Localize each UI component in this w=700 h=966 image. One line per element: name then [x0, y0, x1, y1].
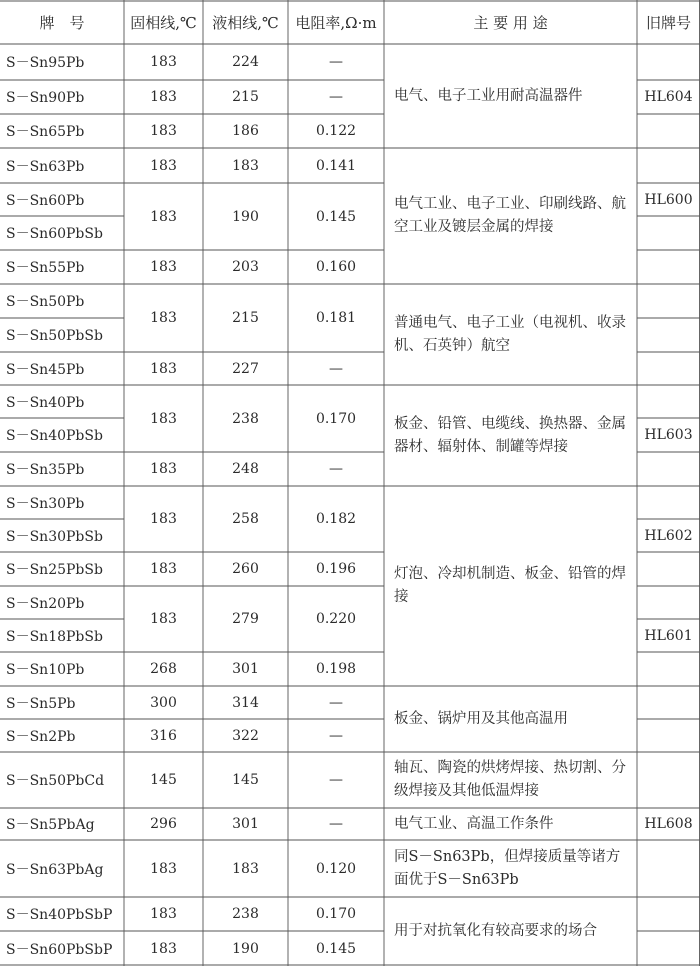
column-header-2: 液相线,℃: [212, 13, 279, 32]
resistivity-cell: 0.141: [315, 157, 357, 174]
use-cell: 普通电气、电子工业（电视机、收录机、石英钟）航空: [394, 314, 626, 354]
liquidus-cell: 238: [232, 906, 259, 922]
liquidus-cell: 301: [232, 816, 259, 832]
resistivity-cell: 0.145: [315, 208, 357, 225]
old-grade-cell: HL600: [644, 191, 693, 208]
grade-cell: S－Sn45Pb: [6, 361, 85, 378]
grade-cell: S－Sn2Pb: [6, 728, 76, 745]
grade-cell: S－Sn50Pb: [6, 294, 85, 310]
solidus-cell: 316: [150, 727, 177, 744]
solidus-cell: 183: [150, 940, 177, 957]
grade-cell: S－Sn5Pb: [6, 695, 76, 712]
resistivity-cell: 0.160: [315, 259, 357, 275]
grade-cell: S－Sn55Pb: [6, 260, 85, 276]
use-cell: 灯泡、冷却机制造、板金、铅管的焊接: [394, 566, 626, 605]
liquidus-cell: 238: [232, 410, 259, 427]
grade-cell: S－Sn10Pb: [6, 662, 85, 678]
solidus-cell: 183: [150, 860, 177, 877]
grade-cell: S－Sn5PbAg: [6, 817, 95, 833]
liquidus-cell: 322: [232, 727, 259, 744]
solidus-cell: 183: [150, 157, 177, 174]
liquidus-cell: 183: [232, 157, 259, 174]
solidus-cell: 300: [150, 694, 177, 711]
resistivity-cell: 0.220: [315, 611, 357, 627]
grade-cell: S－Sn60PbSb: [6, 226, 103, 242]
solidus-cell: 183: [150, 561, 177, 577]
grade-cell: S－Sn60PbSbP: [6, 941, 113, 958]
grade-cell: S－Sn90Pb: [6, 90, 85, 106]
solidus-cell: 183: [150, 89, 177, 105]
resistivity-cell: —: [329, 727, 343, 744]
liquidus-cell: 215: [232, 310, 259, 326]
liquidus-cell: 258: [232, 511, 259, 527]
resistivity-cell: —: [329, 694, 343, 711]
liquidus-cell: 190: [232, 940, 259, 957]
use-cell: 轴瓦、陶瓷的烘烤焊接、热切割、分级焊接及其他低温焊接: [394, 760, 626, 799]
grade-cell: S－Sn60Pb: [6, 192, 85, 209]
grade-cell: S－Sn25PbSb: [6, 562, 103, 578]
liquidus-cell: 224: [232, 54, 259, 70]
solidus-cell: 183: [150, 906, 177, 922]
resistivity-cell: —: [329, 89, 343, 105]
solidus-cell: 183: [150, 461, 177, 477]
column-header-3: 电阻率,Ω·m: [295, 13, 377, 32]
grade-cell: S－Sn50PbCd: [6, 773, 105, 789]
resistivity-cell: 0.145: [315, 940, 357, 957]
solidus-cell: 183: [150, 123, 177, 139]
old-grade-cell: HL608: [644, 816, 693, 832]
resistivity-cell: 0.196: [315, 561, 357, 577]
liquidus-cell: 301: [232, 661, 259, 677]
resistivity-cell: 0.122: [315, 123, 357, 139]
column-header-0: 牌 号: [39, 13, 85, 32]
grade-cell: S－Sn40Pb: [6, 394, 85, 411]
old-grade-cell: HL603: [644, 427, 693, 443]
solidus-cell: 183: [150, 611, 177, 627]
column-header-5: 旧牌号: [645, 13, 691, 32]
old-grade-cell: HL601: [644, 627, 693, 644]
grade-cell: S－Sn50PbSb: [6, 328, 103, 344]
grade-cell: S－Sn65Pb: [6, 124, 85, 140]
use-cell: 电气工业、高温工作条件: [394, 815, 554, 832]
grade-cell: S－Sn40PbSbP: [6, 907, 113, 923]
use-cell: 板金、铅管、电缆线、换热器、金属器材、辐射体、制罐等焊接: [394, 415, 626, 455]
resistivity-cell: 0.120: [315, 860, 357, 877]
liquidus-cell: 215: [232, 89, 259, 105]
resistivity-cell: 0.181: [315, 310, 357, 326]
old-grade-cell: HL604: [644, 89, 693, 105]
grade-cell: S－Sn20Pb: [6, 595, 85, 612]
grade-cell: S－Sn30PbSb: [6, 528, 103, 545]
resistivity-cell: —: [329, 772, 343, 788]
solidus-cell: 183: [150, 54, 177, 70]
liquidus-cell: 314: [232, 694, 259, 711]
grade-cell: S－Sn63Pb: [6, 158, 85, 175]
solidus-cell: 268: [150, 661, 177, 677]
solidus-cell: 183: [150, 310, 177, 326]
solidus-cell: 183: [150, 360, 177, 377]
solidus-cell: 145: [150, 772, 177, 788]
solidus-cell: 183: [150, 410, 177, 427]
grade-cell: S－Sn95Pb: [6, 55, 85, 71]
solidus-cell: 183: [150, 208, 177, 225]
use-cell: 用于对抗氧化有较高要求的场合: [394, 923, 597, 939]
liquidus-cell: 186: [232, 123, 259, 139]
grade-cell: S－Sn63PbAg: [6, 861, 104, 878]
resistivity-cell: 0.170: [315, 906, 357, 922]
use-cell: 电气、电子工业用耐高温器件: [394, 87, 583, 104]
liquidus-cell: 227: [232, 360, 259, 377]
use-cell: 电气工业、电子工业、印刷线路、航空工业及镀层金属的焊接: [394, 196, 626, 235]
solidus-cell: 183: [150, 259, 177, 275]
liquidus-cell: 248: [232, 461, 259, 477]
liquidus-cell: 190: [232, 208, 259, 225]
column-header-4: 主 要 用 途: [473, 13, 548, 32]
grade-cell: S－Sn35Pb: [6, 462, 85, 478]
liquidus-cell: 183: [232, 860, 259, 877]
liquidus-cell: 260: [232, 561, 259, 577]
resistivity-cell: 0.170: [315, 410, 357, 427]
column-header-1: 固相线,℃: [130, 13, 197, 32]
solidus-cell: 296: [150, 816, 177, 832]
resistivity-cell: —: [329, 360, 343, 377]
resistivity-cell: —: [329, 816, 343, 832]
liquidus-cell: 279: [232, 611, 259, 627]
grade-cell: S－Sn18PbSb: [6, 628, 103, 645]
grade-cell: S－Sn30Pb: [6, 495, 85, 512]
grade-cell: S－Sn40PbSb: [6, 428, 103, 444]
solidus-cell: 183: [150, 511, 177, 527]
resistivity-cell: 0.182: [315, 511, 357, 527]
resistivity-cell: —: [329, 461, 343, 477]
liquidus-cell: 145: [232, 772, 259, 788]
liquidus-cell: 203: [232, 259, 259, 275]
old-grade-cell: HL602: [644, 527, 693, 544]
use-cell: 同S－Sn63Pb，但焊接质量等诸方面优于S－Sn63Pb: [394, 848, 621, 888]
use-cell: 板金、锅炉用及其他高温用: [394, 710, 568, 727]
resistivity-cell: 0.198: [315, 661, 357, 677]
resistivity-cell: —: [329, 54, 343, 70]
